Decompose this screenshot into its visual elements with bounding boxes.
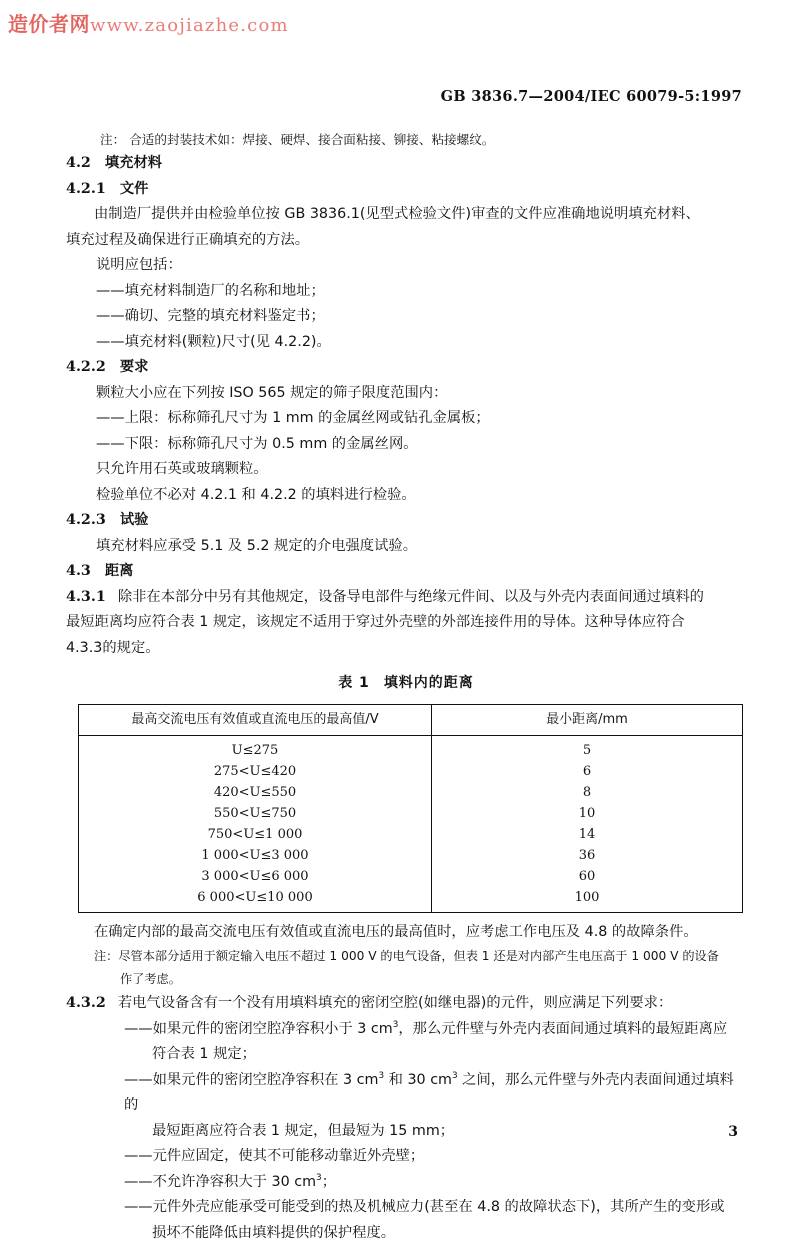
table-column-header-distance: 最小距离/mm [432, 704, 743, 735]
list-item-text-c: 之间，那么元件壁与外壳内表面间通过填料的 [124, 1072, 734, 1114]
list-item-cavity-under-3cm3 [66, 1017, 746, 1068]
list-item-continuation: 最短距离应符合表 1 规定，但最短为 15 mm； [124, 1119, 746, 1145]
paragraph-4-2-2-sieve-range: 颗粒大小应在下列按 ISO 565 规定的筛子限度范围内： [66, 381, 746, 407]
watermark [8, 14, 289, 35]
table-head [79, 704, 743, 735]
table-row [79, 735, 743, 761]
paragraph-4-3-2 [66, 991, 746, 1017]
superscript-cubic: 3 [316, 1173, 322, 1183]
table-row [79, 866, 743, 887]
cell-min-distance: 100 [432, 887, 743, 913]
list-item-text-b: ，那么元件壁与外壳内表面间通过填料的最短距离应 [398, 1021, 727, 1037]
cell-min-distance: 8 [432, 782, 743, 803]
list-item-max-volume-30cm3 [66, 1170, 746, 1196]
superscript-cubic-2: 3 [452, 1071, 458, 1081]
clause-title-4-3: 距离 [105, 563, 134, 579]
heading-4-2-3 [66, 508, 746, 534]
paragraph-4-2-1-line-2: 填充过程及确保进行正确填充的方法。 [66, 228, 746, 254]
cell-min-distance: 60 [432, 866, 743, 887]
table-column-header-voltage: 最高交流电压有效值或直流电压的最高值/V [79, 704, 432, 735]
cell-min-distance: 14 [432, 824, 743, 845]
table-row [79, 824, 743, 845]
cell-min-distance: 10 [432, 803, 743, 824]
watermark-url: www.zaojiazhe.com [90, 15, 289, 36]
list-item-continuation: 损坏不能降低由填料提供的保护程度。 [124, 1221, 746, 1246]
cell-voltage-range: 3 000<U≤6 000 [79, 866, 432, 887]
table-row [79, 761, 743, 782]
paragraph-description-includes: 说明应包括： [66, 253, 746, 279]
table-header-row [79, 704, 743, 735]
cell-voltage-range: 420<U≤550 [79, 782, 432, 803]
list-item-material-certificate: ——确切、完整的填充材料鉴定书； [66, 304, 746, 330]
list-item-continuation: 符合表 1 规定； [124, 1042, 746, 1068]
heading-4-2 [66, 151, 746, 177]
list-item-manufacturer-name-address: ——填充材料制造厂的名称和地址； [66, 279, 746, 305]
list-item-text-a: ——元件外壳应能承受可能受到的热及机械应力(甚至在 4.8 的故障状态下)，其所产生的变形或 [124, 1199, 725, 1215]
table-note-line-2: 作了考虑。 [66, 968, 746, 991]
clause-title-4-2-1: 文件 [120, 181, 149, 197]
heading-4-2-1 [66, 177, 746, 203]
cell-voltage-range: U≤275 [79, 735, 432, 761]
clause-number-4-2-1: 4.2.1 [66, 181, 106, 197]
list-item-text-a: ——如果元件的密闭空腔净容积小于 3 cm [124, 1021, 393, 1037]
list-item-text-a: ——如果元件的密闭空腔净容积在 3 cm [124, 1072, 378, 1088]
list-item-upper-limit: ——上限：标称筛孔尺寸为 1 mm 的金属丝网或钻孔金属板； [66, 406, 746, 432]
paragraph-4-2-3-dielectric-test: 填充材料应承受 5.1 及 5.2 规定的介电强度试验。 [66, 534, 746, 560]
note-encapsulation-techniques: 注： 合适的封装技术如：焊接、硬焊、接合面粘接、铆接、粘接螺纹。 [66, 128, 746, 151]
cell-min-distance: 5 [432, 735, 743, 761]
list-item-text-b: ； [322, 1174, 336, 1190]
cell-min-distance: 6 [432, 761, 743, 782]
paragraph-quartz-glass-only: 只允许用石英或玻璃颗粒。 [66, 457, 746, 483]
clause-number-4-2-3: 4.2.3 [66, 512, 106, 528]
paragraph-4-3-1-line-3: 4.3.3的规定。 [66, 636, 746, 662]
cell-voltage-range: 275<U≤420 [79, 761, 432, 782]
clause-title-4-2-3: 试验 [120, 512, 149, 528]
clause-title-4-2: 填充材料 [105, 155, 162, 171]
paragraph-after-table: 在确定内部的最高交流电压有效值或直流电压的最高值时，应考虑工作电压及 4.8 的故障条件。 [66, 920, 746, 946]
cell-voltage-range: 550<U≤750 [79, 803, 432, 824]
list-item-component-fixed: ——元件应固定，使其不可能移动靠近外壳壁； [66, 1144, 746, 1170]
paragraph-4-3-1-line-1 [66, 585, 746, 611]
clause-number-4-2: 4.2 [66, 155, 91, 171]
superscript-cubic: 3 [393, 1020, 399, 1030]
cell-min-distance: 36 [432, 845, 743, 866]
heading-4-3 [66, 559, 746, 585]
table-row [79, 782, 743, 803]
list-item-particle-size: ——填充材料(颗粒)尺寸(见 4.2.2)。 [66, 330, 746, 356]
paragraph-4-3-2-text: 若电气设备含有一个没有用填料填充的密闭空腔(如继电器)的元件，则应满足下列要求： [118, 995, 672, 1011]
clause-title-4-2-2: 要求 [120, 359, 149, 375]
heading-4-2-2 [66, 355, 746, 381]
paragraph-4-3-1-line-2: 最短距离均应符合表 1 规定，该规定不适用于穿过外壳壁的外部连接件用的导体。这种导体应符合 [66, 610, 746, 636]
paragraph-4-2-1-line-1: 由制造厂提供并由检验单位按 GB 3836.1(见型式检验文件)审查的文件应准确地说明填充材料、 [66, 202, 746, 228]
clause-number-4-3-2: 4.3.2 [66, 995, 106, 1011]
list-item-text-b: 和 30 cm [384, 1072, 452, 1088]
table-row [79, 803, 743, 824]
cell-voltage-range: 1 000<U≤3 000 [79, 845, 432, 866]
document-body [66, 128, 746, 1246]
watermark-site-name: 造价者网 [8, 12, 90, 36]
page-number: 3 [728, 1124, 738, 1140]
running-header-standard-number: GB 3836.7—2004/IEC 60079-5:1997 [441, 88, 742, 105]
paragraph-4-3-1-text-1: 除非在本部分中另有其他规定，设备导电部件与绝缘元件间、以及与外壳内表面间通过填料的 [118, 589, 704, 605]
superscript-cubic-1: 3 [378, 1071, 384, 1081]
table-row [79, 887, 743, 913]
list-item-text-a: ——不允许净容积大于 30 cm [124, 1174, 316, 1190]
paragraph-no-inspection-required: 检验单位不必对 4.2.1 和 4.2.2 的填料进行检验。 [66, 483, 746, 509]
clause-number-4-2-2: 4.2.2 [66, 359, 106, 375]
table-container [78, 704, 743, 913]
clause-number-4-3-1: 4.3.1 [66, 589, 106, 605]
table-caption [66, 671, 746, 697]
cell-voltage-range: 750<U≤1 000 [79, 824, 432, 845]
table-caption-label: 表 1 [338, 675, 370, 691]
cell-voltage-range: 6 000<U≤10 000 [79, 887, 432, 913]
table-row [79, 845, 743, 866]
list-item-cavity-3-to-30cm3 [66, 1068, 746, 1145]
distances-table [78, 704, 743, 913]
table-caption-title: 填料内的距离 [384, 675, 474, 691]
clause-number-4-3: 4.3 [66, 563, 91, 579]
list-item-lower-limit: ——下限：标称筛孔尺寸为 0.5 mm 的金属丝网。 [66, 432, 746, 458]
table-body [79, 735, 743, 912]
list-item-thermal-mechanical-stress [66, 1195, 746, 1246]
table-note-line-1: 注：尽管本部分适用于额定输入电压不超过 1 000 V 的电气设备，但表 1 还是对内部产生电压高于 1 000 V 的设备 [66, 945, 746, 968]
